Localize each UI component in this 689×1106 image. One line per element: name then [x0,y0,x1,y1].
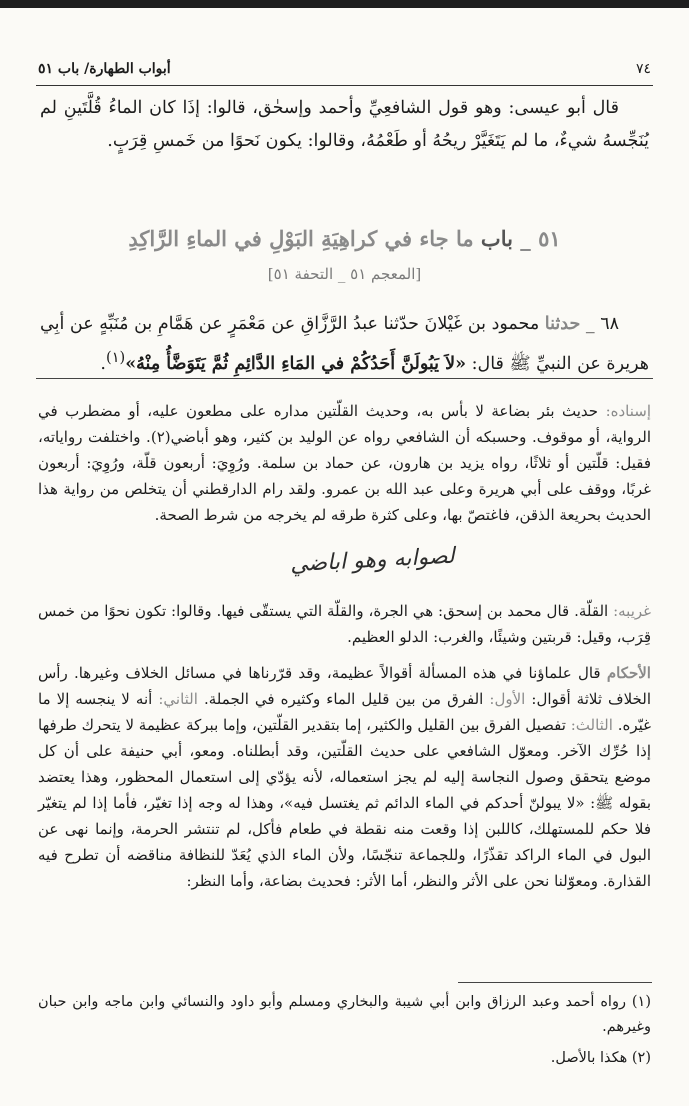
gharib-label: غريبه: [613,602,651,620]
hadith-chain: محمود بن غَيْلانَ حدّثنا عبدُ الرَّزَّاقِ عن مَعْمَرٍ عن هَمَّامِ بن مُنَبِّهٍ عن أبِي هريرة عن النبيِّ ﷺ قال: [39,314,649,374]
ahkam-section [38,660,651,894]
chapter-title-text: ما جاء في كراهِيَةِ البَوْلِ في الماءِ الرَّاكِدِ [128,226,474,251]
ahkam-label: الأحكام [606,664,651,682]
header-rule [36,85,653,86]
scan-edge [0,0,689,8]
hadith-keyword: حدثنا [544,314,581,334]
isnad-label: إسناده: [605,402,651,420]
chapter-heading [40,226,649,251]
footnote-rule [458,982,652,983]
ahkam-third-label: الثالث: [570,716,613,734]
footnote-marker: (١) [106,349,126,366]
chapter-reference: [المعجم ٥١ _ التحفة ٥١] [267,265,422,283]
gharib-section [38,598,651,650]
hadith-number: ٦٨ _ [585,314,619,334]
commentary-rule [36,378,653,379]
isnad-text: حديث بئر بضاعة لا بأس به، وحديث القلّتين مداره على مطعون عليه، أو مضطرب في الرواية، أو موقوف. وحسبكه أن الشافعي رواه عن الوليد بن كثير، وهو أباضي(٢). واختلفت رواياته، فقيل: قلّتين أو ثلاثًا، رواه يزيد بن هارون، عن حماد بن سلمة. ورُوِيَ: أربعون قلّة، ورُوِيَ: أربعون غربًا، ووقف على أبي هريرة وعلى عبد الله بن عمرو. ولقد رام الدارقطني أن يتخلص من رواية هذا الحديث بحريعة الذقن، فاغتصّ بها، وعلى كثرة طرقه لم يخرجه من شرط الصحة. [38,402,651,524]
hadith-paragraph: ٦٨ _ حدثنا محمود بن غَيْلانَ حدّثنا عبدُ الرَّزَّاقِ عن مَعْمَرٍ عن هَمَّامِ بن مُنَبِّهٍ عن أبِي هريرة عن النبيِّ ﷺ قال: «لاَ يَبُولَنَّ أَحَدُكُمْ في المَاءِ الدَّائِمِ ثُمَّ يَتَوَضَّأُ مِنْهُ»$^{(١)}$. [39,314,649,374]
footnotes [38,990,651,1071]
page-number: ٧٤ [635,61,651,77]
hadith-text: «لاَ يَبُولَنَّ أَحَدُكُمْ في المَاءِ الدَّائِمِ ثُمَّ يَتَوَضَّأُ مِنْهُ» [125,353,467,374]
ahkam-first-label: الأول: [489,690,526,708]
chapter-number: ٥١ _ [520,226,561,251]
isnad-section [38,398,651,528]
footnote-2: (٢) هكذا بالأصل. [550,1050,651,1066]
opening-paragraph: قال أبو عيسى: وهو قول الشافعِيِّ وأحمد وإسحٰق، قالوا: إذَا كان الماءُ قُلَّتَينِ لم يُنَجِّسهُ شيءٌ، ما لم يَتَغَيَّرْ ريحُهُ أو طَعْمُهُ، وقالوا: يكون نَحوًا من خَمسِ قِرَبٍ. [40,98,649,151]
ahkam-first: الفرق من بين قليل الماء وكثيره في الجملة. [204,690,484,708]
ahkam-second: أنه لا ينجسه إلا ما غيّره. [38,690,651,734]
running-title: أبواب الطهارة/ باب ٥١ [38,61,171,77]
ahkam-second-label: الثاني: [158,690,198,708]
page-header [38,58,651,80]
handwritten-note: لصوابه وهو اباضي [289,543,456,578]
chapter-keyword: باب [480,226,513,251]
ahkam-third: تفصيل الفرق بين القليل والكثير، إما بتقدير القلّتين، وإما ببركة عظيمة لا يتحرك طرفها إذا حُرِّك الآخر. ومعوّل الشافعي على حديث القلّتين، وقد أبطلناه. ومعو، أبي حنيفة على أن كل موضع يتحقق وصول النجاسة إليه لم يجز استعماله، لأنه يؤدّي إلى استعمال المحظور، وهذا يعتضد بقوله ﷺ: «لا يبولنّ أحدكم في الماء الدائم ثم يغتسل فيه»، وهذا له وجه إذا تغيّر، فأما إذا لم يتغيّر فلا حكم للمستهلك، كاللبن إذا وقعت منه نقطة في طعام فأكل، لم تنتشر الحرمة، وإنما نهى عن البول في الماء الراكد تقذّرًا، وللجماعة تنجّسًا، ولأن الماء الذي يُعَدّ للنظافة مناقضه أن تطرح فيه القذارة. ومعوّلنا نحن على الأثر والنظر، أما الأثر: فحديث بضاعة، وأما النظر: [38,716,651,890]
ahkam-intro: قال علماؤنا في هذه المسألة أقوالاً عظيمة، وقد قرّرناها في مسائل الخلاف وغيرها. رأس الخلاف ثلاثة أقوال: [38,664,651,708]
gharib-text: القلّة. قال محمد بن إسحق: هي الجرة، والقلّة التي يستقّى فيها. وقالوا: تكون نحوًا من خمس قِرَب، وقيل: قربتين وشيئًا، والغرب: الدلو العظيم. [38,602,651,646]
footnote-1: (١) رواه أحمد وعبد الرزاق وابن أبي شيبة والبخاري ومسلم وأبو داود والنسائي وابن ماجه وابن حبان وغيرهم. [38,994,651,1035]
